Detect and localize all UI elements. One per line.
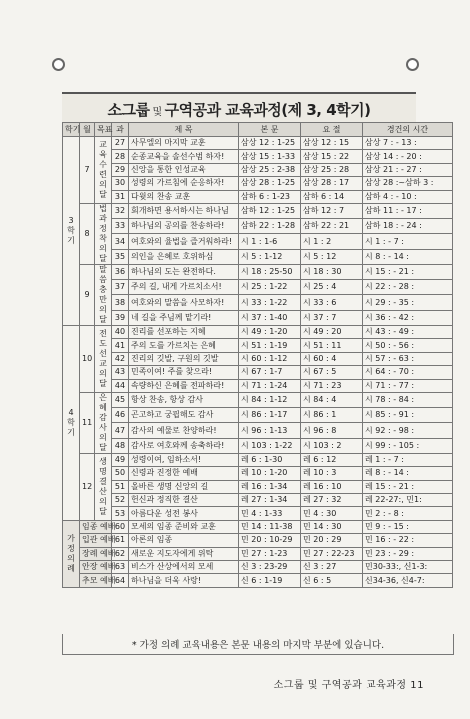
special-term-cell <box>63 520 80 587</box>
goal-cell <box>95 137 112 204</box>
goal-label: 은혜감사의달 <box>99 392 107 452</box>
lesson-number: 42 <box>112 352 129 365</box>
page-footer: 소그룹 및 구역공과 교육과정 11 <box>273 680 424 691</box>
lesson-number: 45 <box>112 392 129 407</box>
devotion-reading: 삼상 21 : - 27 : <box>363 163 453 176</box>
table-row <box>63 480 453 493</box>
scripture-text: 민 20 : 10-29 <box>239 534 301 547</box>
lesson-number: 53 <box>112 507 129 520</box>
header-term: 학기 <box>63 123 80 137</box>
lesson-title: 민족이여! 주를 찾으라! <box>129 366 239 379</box>
table-row <box>63 408 453 423</box>
scripture-text: 시 86 : 1-17 <box>239 408 301 423</box>
term-label: 4 학 기 <box>67 407 75 437</box>
devotion-reading: 레 15 : - 21 : <box>363 480 453 493</box>
table-row <box>63 339 453 352</box>
lesson-title: 주의 길, 내게 가르치소서! <box>129 280 239 295</box>
devotion-reading: 삼상 7 : - 13 : <box>363 137 453 150</box>
scripture-text: 시 96 : 1-13 <box>239 423 301 438</box>
memory-verse: 시 96 : 8 <box>301 423 363 438</box>
table-row <box>63 190 453 203</box>
goal-cell <box>95 392 112 453</box>
lesson-number: 52 <box>112 494 129 507</box>
lesson-title: 사무엘의 마지막 교훈 <box>129 137 239 150</box>
lesson-title: 곤고하고 궁핍해도 감사 <box>129 408 239 423</box>
ceremony-kind: 임종 예배 <box>80 520 112 533</box>
scripture-text: 삼하 22 : 1-28 <box>239 219 301 234</box>
lesson-title: 항상 찬송, 항상 감사 <box>129 392 239 407</box>
devotion-reading: 레 8 : - 14 : <box>363 467 453 480</box>
lesson-number: 39 <box>112 310 129 325</box>
lesson-title: 새로운 지도자에게 위탁 <box>129 547 239 560</box>
binder-hole-left-icon <box>52 58 65 71</box>
lesson-title: 여호와의 말씀을 사모하자! <box>129 295 239 310</box>
devotion-reading: 시 36 : - 42 : <box>363 310 453 325</box>
scripture-text: 레 10 : 1-20 <box>239 467 301 480</box>
memory-verse: 삼상 28 : 17 <box>301 177 363 190</box>
goal-cell <box>95 453 112 520</box>
memory-verse: 신 3 : 27 <box>301 561 363 574</box>
scripture-text: 시 25 : 1-22 <box>239 280 301 295</box>
scripture-text: 레 27 : 1-34 <box>239 494 301 507</box>
scripture-text: 삼상 28 : 1-25 <box>239 177 301 190</box>
memory-verse: 레 16 : 10 <box>301 480 363 493</box>
lesson-title: 성령의 가르침에 순응하자! <box>129 177 239 190</box>
table-row <box>63 467 453 480</box>
table-row <box>63 392 453 407</box>
table-row <box>63 534 453 547</box>
curriculum-table <box>62 122 453 588</box>
term-cell <box>63 137 80 326</box>
table-row <box>63 295 453 310</box>
scripture-text: 삼상 12 : 1-25 <box>239 137 301 150</box>
devotion-reading: 시 85 : - 91 : <box>363 408 453 423</box>
month-cell: 8 <box>80 203 95 264</box>
header-lesson: 과 <box>112 123 129 137</box>
lesson-number: 32 <box>112 203 129 218</box>
memory-verse: 레 27 : 32 <box>301 494 363 507</box>
memory-verse: 삼상 12 : 15 <box>301 137 363 150</box>
lesson-number: 40 <box>112 325 129 338</box>
scripture-text: 민 14 : 11-38 <box>239 520 301 533</box>
devotion-reading: 민 2 : - 8 : <box>363 507 453 520</box>
lesson-title: 하나님을 더욱 사랑! <box>129 574 239 587</box>
devotion-reading: 민 9 : - 15 : <box>363 520 453 533</box>
scripture-text: 시 5 : 1-12 <box>239 249 301 264</box>
lesson-number: 62 <box>112 547 129 560</box>
devotion-reading: 삼하 11 : - 17 : <box>363 203 453 218</box>
scripture-text: 시 60 : 1-12 <box>239 352 301 365</box>
goal-label: 생명결산의달 <box>99 456 107 516</box>
lesson-title: 하나님의 공의를 찬송하라! <box>129 219 239 234</box>
scripture-text: 시 51 : 1-19 <box>239 339 301 352</box>
table-row <box>63 352 453 365</box>
lesson-number: 64 <box>112 574 129 587</box>
ceremony-kind: 추모 예배 <box>80 574 112 587</box>
lesson-number: 60 <box>112 520 129 533</box>
memory-verse: 민 4 : 30 <box>301 507 363 520</box>
lesson-title: 주의 도를 가르치는 은혜 <box>129 339 239 352</box>
lesson-title: 다윗의 찬송 교훈 <box>129 190 239 203</box>
lesson-title: 순종교육을 솔선수범 하자! <box>129 150 239 163</box>
header-verse: 요 절 <box>301 123 363 137</box>
devotion-reading: 삼하 18 : - 24 : <box>363 219 453 234</box>
lesson-title: 아름다운 성전 봉사 <box>129 507 239 520</box>
lesson-title: 감사의 예물로 찬양하라! <box>129 423 239 438</box>
lesson-title: 신앙을 통한 인성교육 <box>129 163 239 176</box>
goal-cell <box>95 325 112 392</box>
scripture-text: 시 49 : 1-20 <box>239 325 301 338</box>
table-row <box>63 203 453 218</box>
table-row <box>63 137 453 150</box>
table-row <box>63 264 453 279</box>
table-row <box>63 561 453 574</box>
lesson-number: 27 <box>112 137 129 150</box>
devotion-reading: 삼상 28 :~삼하 3 : <box>363 177 453 190</box>
lesson-number: 51 <box>112 480 129 493</box>
lesson-number: 47 <box>112 423 129 438</box>
table-row <box>63 234 453 249</box>
devotion-reading: 시 50 : - 56 : <box>363 339 453 352</box>
lesson-title: 비스가 산상에서의 모세 <box>129 561 239 574</box>
memory-verse: 시 1 : 2 <box>301 234 363 249</box>
lesson-number: 35 <box>112 249 129 264</box>
memory-verse: 민 27 : 22-23 <box>301 547 363 560</box>
devotion-reading: 민30-33:, 신1-3: <box>363 561 453 574</box>
ceremony-kind: 안장 예배 <box>80 561 112 574</box>
devotion-reading: 민 23 : - 29 : <box>363 547 453 560</box>
table-row <box>63 520 453 533</box>
scripture-text: 시 18 : 25-50 <box>239 264 301 279</box>
devotion-reading: 레 1 : - 7 : <box>363 453 453 466</box>
goal-label: 전도선교의달 <box>99 328 107 388</box>
memory-verse: 민 20 : 29 <box>301 534 363 547</box>
lesson-title: 아론의 임종 <box>129 534 239 547</box>
lesson-number: 63 <box>112 561 129 574</box>
lesson-title: 여호와의 율법을 즐거워하라! <box>129 234 239 249</box>
header-month: 월 <box>80 123 95 137</box>
lesson-number: 48 <box>112 438 129 453</box>
scripture-text: 시 84 : 1-12 <box>239 392 301 407</box>
scripture-text: 레 6 : 1-30 <box>239 453 301 466</box>
table-row <box>63 438 453 453</box>
table-row <box>63 494 453 507</box>
devotion-reading: 시 57 : - 63 : <box>363 352 453 365</box>
footnote: * 가정 의례 교육내용은 본문 내용의 마지막 부분에 있습니다. <box>62 634 454 655</box>
title-conj: 및 <box>152 106 162 118</box>
memory-verse: 시 103 : 2 <box>301 438 363 453</box>
lesson-number: 30 <box>112 177 129 190</box>
scripture-text: 신 6 : 1-19 <box>239 574 301 587</box>
title-main: 소그룹 <box>107 100 150 119</box>
memory-verse: 민 14 : 30 <box>301 520 363 533</box>
devotion-reading: 신34-36, 신4-7: <box>363 574 453 587</box>
month-cell: 11 <box>80 392 95 453</box>
table-row <box>63 507 453 520</box>
memory-verse: 시 84 : 4 <box>301 392 363 407</box>
page-title <box>108 99 371 120</box>
scripture-text: 신 3 : 23-29 <box>239 561 301 574</box>
goal-cell <box>95 203 112 264</box>
lesson-number: 44 <box>112 379 129 392</box>
lesson-number: 28 <box>112 150 129 163</box>
scripture-text: 삼하 6 : 1-23 <box>239 190 301 203</box>
table-row <box>63 547 453 560</box>
memory-verse: 시 25 : 4 <box>301 280 363 295</box>
devotion-reading: 시 92 : - 98 : <box>363 423 453 438</box>
lesson-number: 46 <box>112 408 129 423</box>
table-row <box>63 219 453 234</box>
memory-verse: 시 33 : 6 <box>301 295 363 310</box>
table-row <box>63 249 453 264</box>
table-body <box>63 137 453 588</box>
devotion-reading: 시 78 : - 84 : <box>363 392 453 407</box>
month-cell: 7 <box>80 137 95 204</box>
devotion-reading: 삼상 14 : - 20 : <box>363 150 453 163</box>
lesson-title: 네 길을 주님께 맡기라! <box>129 310 239 325</box>
memory-verse: 시 60 : 4 <box>301 352 363 365</box>
devotion-reading: 시 43 : - 49 : <box>363 325 453 338</box>
ceremony-kind: 장례 예배 <box>80 547 112 560</box>
table-row <box>63 423 453 438</box>
title-bar <box>62 92 416 125</box>
lesson-number: 49 <box>112 453 129 466</box>
scripture-text: 민 4 : 1-33 <box>239 507 301 520</box>
lesson-number: 61 <box>112 534 129 547</box>
table-row <box>63 310 453 325</box>
lesson-title: 감사로 여호와께 송축하라! <box>129 438 239 453</box>
header-title: 제 목 <box>129 123 239 137</box>
devotion-reading: 시 64 : - 70 : <box>363 366 453 379</box>
lesson-number: 33 <box>112 219 129 234</box>
lesson-number: 31 <box>112 190 129 203</box>
devotion-reading: 시 29 : - 35 : <box>363 295 453 310</box>
lesson-title: 회개하면 용서하시는 하나님 <box>129 203 239 218</box>
scripture-text: 삼상 15 : 1-33 <box>239 150 301 163</box>
memory-verse: 시 5 : 12 <box>301 249 363 264</box>
lesson-number: 36 <box>112 264 129 279</box>
lesson-number: 43 <box>112 366 129 379</box>
special-term-label: 가 정 의 례 <box>67 533 75 573</box>
goal-label: 법과정착의달 <box>99 203 107 263</box>
table-row <box>63 150 453 163</box>
memory-verse: 삼상 25 : 28 <box>301 163 363 176</box>
table-row <box>63 177 453 190</box>
scripture-text: 시 71 : 1-24 <box>239 379 301 392</box>
month-cell: 9 <box>80 264 95 325</box>
goal-cell <box>95 264 112 325</box>
memory-verse: 시 67 : 5 <box>301 366 363 379</box>
title-rest: 구역공과 교육과정(제 3, 4학기) <box>164 100 371 119</box>
scripture-text: 시 1 : 1-6 <box>239 234 301 249</box>
scripture-text: 삼상 25 : 2-38 <box>239 163 301 176</box>
memory-verse: 레 6 : 12 <box>301 453 363 466</box>
devotion-reading: 민 16 : - 22 : <box>363 534 453 547</box>
memory-verse: 삼하 12 : 7 <box>301 203 363 218</box>
devotion-reading: 레 22-27:, 민1: <box>363 494 453 507</box>
table-row <box>63 574 453 587</box>
memory-verse: 신 6 : 5 <box>301 574 363 587</box>
devotion-reading: 시 22 : - 28 : <box>363 280 453 295</box>
table-row <box>63 325 453 338</box>
memory-verse: 삼하 22 : 21 <box>301 219 363 234</box>
memory-verse: 시 86 : 1 <box>301 408 363 423</box>
scripture-text: 시 67 : 1-7 <box>239 366 301 379</box>
memory-verse: 시 49 : 20 <box>301 325 363 338</box>
table-row <box>63 163 453 176</box>
memory-verse: 삼하 6 : 14 <box>301 190 363 203</box>
lesson-number: 37 <box>112 280 129 295</box>
table-row <box>63 379 453 392</box>
lesson-number: 41 <box>112 339 129 352</box>
scripture-text: 삼하 12 : 1-25 <box>239 203 301 218</box>
memory-verse: 시 37 : 7 <box>301 310 363 325</box>
term-cell <box>63 325 80 520</box>
devotion-reading: 시 71 : - 77 : <box>363 379 453 392</box>
scripture-text: 시 33 : 1-22 <box>239 295 301 310</box>
month-cell: 10 <box>80 325 95 392</box>
devotion-reading: 시 1 : - 7 : <box>363 234 453 249</box>
table-row <box>63 366 453 379</box>
lesson-title: 성령이여, 임하소서! <box>129 453 239 466</box>
lesson-title: 모세의 임종 준비와 교훈 <box>129 520 239 533</box>
goal-label: 교육수련의달 <box>99 139 107 199</box>
devotion-reading: 시 8 : - 14 : <box>363 249 453 264</box>
lesson-title: 하나님의 도는 완전하다. <box>129 264 239 279</box>
memory-verse: 삼상 15 : 22 <box>301 150 363 163</box>
lesson-number: 29 <box>112 163 129 176</box>
ceremony-kind: 입관 예배 <box>80 534 112 547</box>
lesson-title: 올바른 생명 신앙의 길 <box>129 480 239 493</box>
table-row <box>63 453 453 466</box>
header-devotion: 경건의 시간 <box>363 123 453 137</box>
lesson-title: 속량하신 은혜를 전파하라! <box>129 379 239 392</box>
term-label: 3 학 기 <box>67 215 75 245</box>
scripture-text: 민 27 : 1-23 <box>239 547 301 560</box>
lesson-title: 진리의 깃발, 구원의 깃발 <box>129 352 239 365</box>
scripture-text: 레 16 : 1-34 <box>239 480 301 493</box>
memory-verse: 시 18 : 30 <box>301 264 363 279</box>
lesson-number: 50 <box>112 467 129 480</box>
devotion-reading: 삼하 4 : - 10 : <box>363 190 453 203</box>
memory-verse: 시 71 : 23 <box>301 379 363 392</box>
binder-hole-right-icon <box>406 58 419 71</box>
lesson-title: 진리를 선포하는 지혜 <box>129 325 239 338</box>
table-row <box>63 280 453 295</box>
memory-verse: 시 51 : 11 <box>301 339 363 352</box>
memory-verse: 레 10 : 3 <box>301 467 363 480</box>
month-cell: 12 <box>80 453 95 520</box>
lesson-number: 34 <box>112 234 129 249</box>
lesson-title: 의인을 은혜로 호위하심 <box>129 249 239 264</box>
header-goal: 목표 <box>95 123 112 137</box>
goal-label: 말씀충만의달 <box>99 264 107 324</box>
scripture-text: 시 37 : 1-40 <box>239 310 301 325</box>
header-text: 본 문 <box>239 123 301 137</box>
scripture-text: 시 103 : 1-22 <box>239 438 301 453</box>
devotion-reading: 시 99 : - 105 : <box>363 438 453 453</box>
lesson-title: 헌신과 정직한 결산 <box>129 494 239 507</box>
lesson-title: 신령과 진정한 예배 <box>129 467 239 480</box>
table-header <box>63 123 453 137</box>
lesson-number: 38 <box>112 295 129 310</box>
devotion-reading: 시 15 : - 21 : <box>363 264 453 279</box>
